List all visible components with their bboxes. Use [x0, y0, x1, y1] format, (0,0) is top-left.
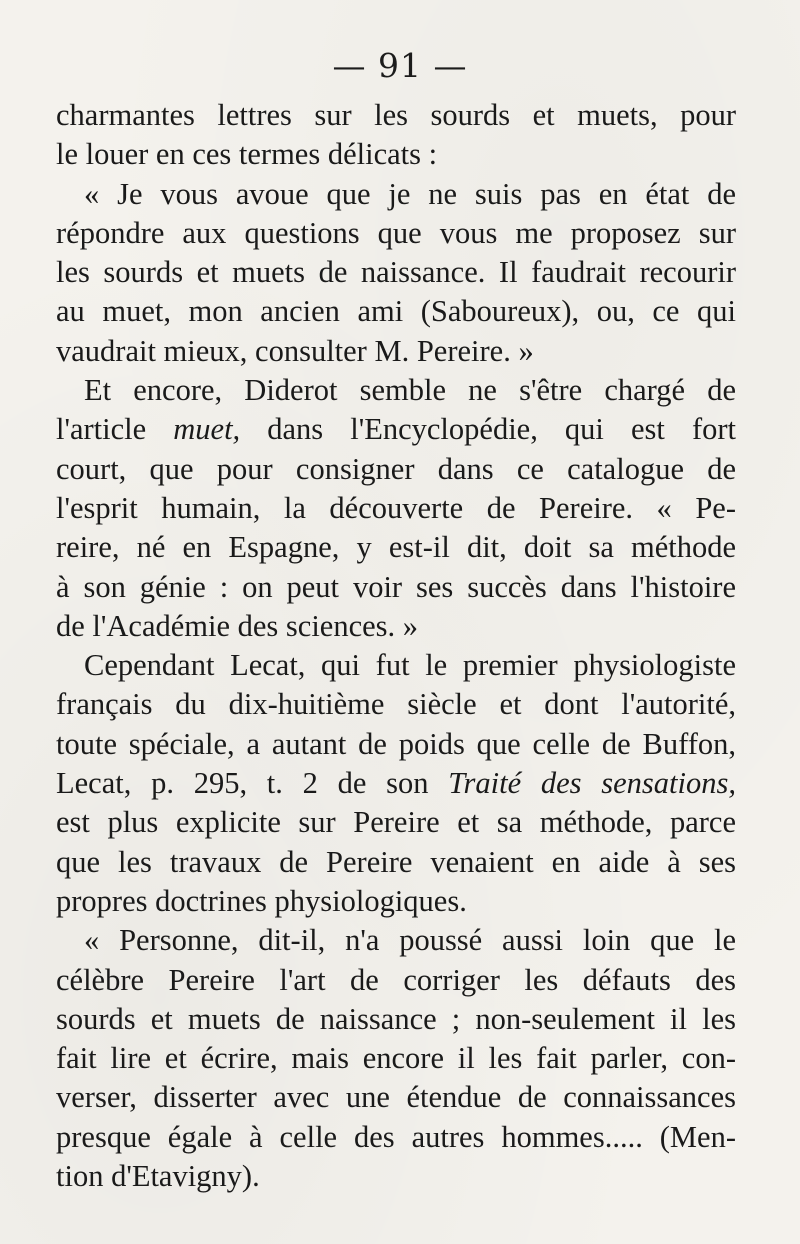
text-line: charmantes lettres sur les sourds et muets, pour — [56, 98, 736, 132]
text-line: le louer en ces termes délicats : — [56, 137, 438, 172]
text-line: de l'Académie des sciences. » — [56, 608, 419, 643]
text-line: au muet, mon ancien ami (Saboureux), ou, ce qui — [56, 294, 736, 329]
text-line: répondre aux questions que vous me proposez sur — [56, 215, 736, 250]
text-line: « Personne, dit-il, n'a poussé aussi loin que le — [84, 923, 736, 958]
text-line: les sourds et muets de naissance. Il faudrait recourir — [56, 255, 736, 290]
text-line: propres doctrines physiologiques. — [56, 883, 467, 918]
text-line: toute spéciale, a autant de poids que celle de Buffon, — [56, 726, 736, 761]
text-line: reire, né en Espagne, y est-il dit, doit sa méthode — [56, 530, 736, 565]
text-line — [56, 764, 736, 803]
text-line: Et encore, Diderot semble ne s'être chargé de — [84, 373, 736, 408]
text-line: tion d'Etavigny). — [56, 1159, 260, 1194]
text-segment: Lecat, p. 295, t. 2 de son — [56, 766, 449, 801]
text-line: est plus explicite sur Pereire et sa méthode, parce — [56, 805, 736, 840]
text-line: verser, disserter avec une étendue de connaissances — [56, 1080, 736, 1115]
text-line: vaudrait mieux, consulter M. Pereire. » — [56, 333, 534, 368]
text-line: fait lire et écrire, mais encore il les fait parler, con- — [56, 1041, 736, 1076]
italic-text: Traité des sensations, — [448, 766, 736, 801]
text-line: sourds et muets de naissance ; non-seulement il les — [56, 1001, 736, 1036]
body-text — [56, 96, 736, 1196]
text-line: presque égale à celle des autres hommes..... (Men- — [56, 1119, 736, 1154]
page-number: — 91 — — [332, 46, 468, 85]
text-segment: l'article — [56, 412, 174, 447]
text-segment: dans l'Encyclopédie, qui est fort — [240, 412, 736, 447]
text-line: l'esprit humain, la découverte de Pereire. « Pe- — [56, 490, 736, 525]
text-line: à son génie : on peut voir ses succès dans l'histoire — [56, 569, 736, 604]
text-line: que les travaux de Pereire venaient en aide à ses — [56, 844, 736, 879]
text-line: célèbre Pereire l'art de corriger les défauts des — [56, 962, 736, 997]
text-line: Cependant Lecat, qui fut le premier physiologiste — [84, 648, 736, 683]
text-line: français du dix-huitième siècle et dont l'autorité, — [56, 687, 736, 722]
text-line — [56, 410, 736, 449]
text-line: « Je vous avoue que je ne suis pas en état de — [84, 176, 736, 211]
italic-text: muet, — [173, 412, 241, 447]
text-line: court, que pour consigner dans ce catalogue de — [56, 451, 736, 486]
